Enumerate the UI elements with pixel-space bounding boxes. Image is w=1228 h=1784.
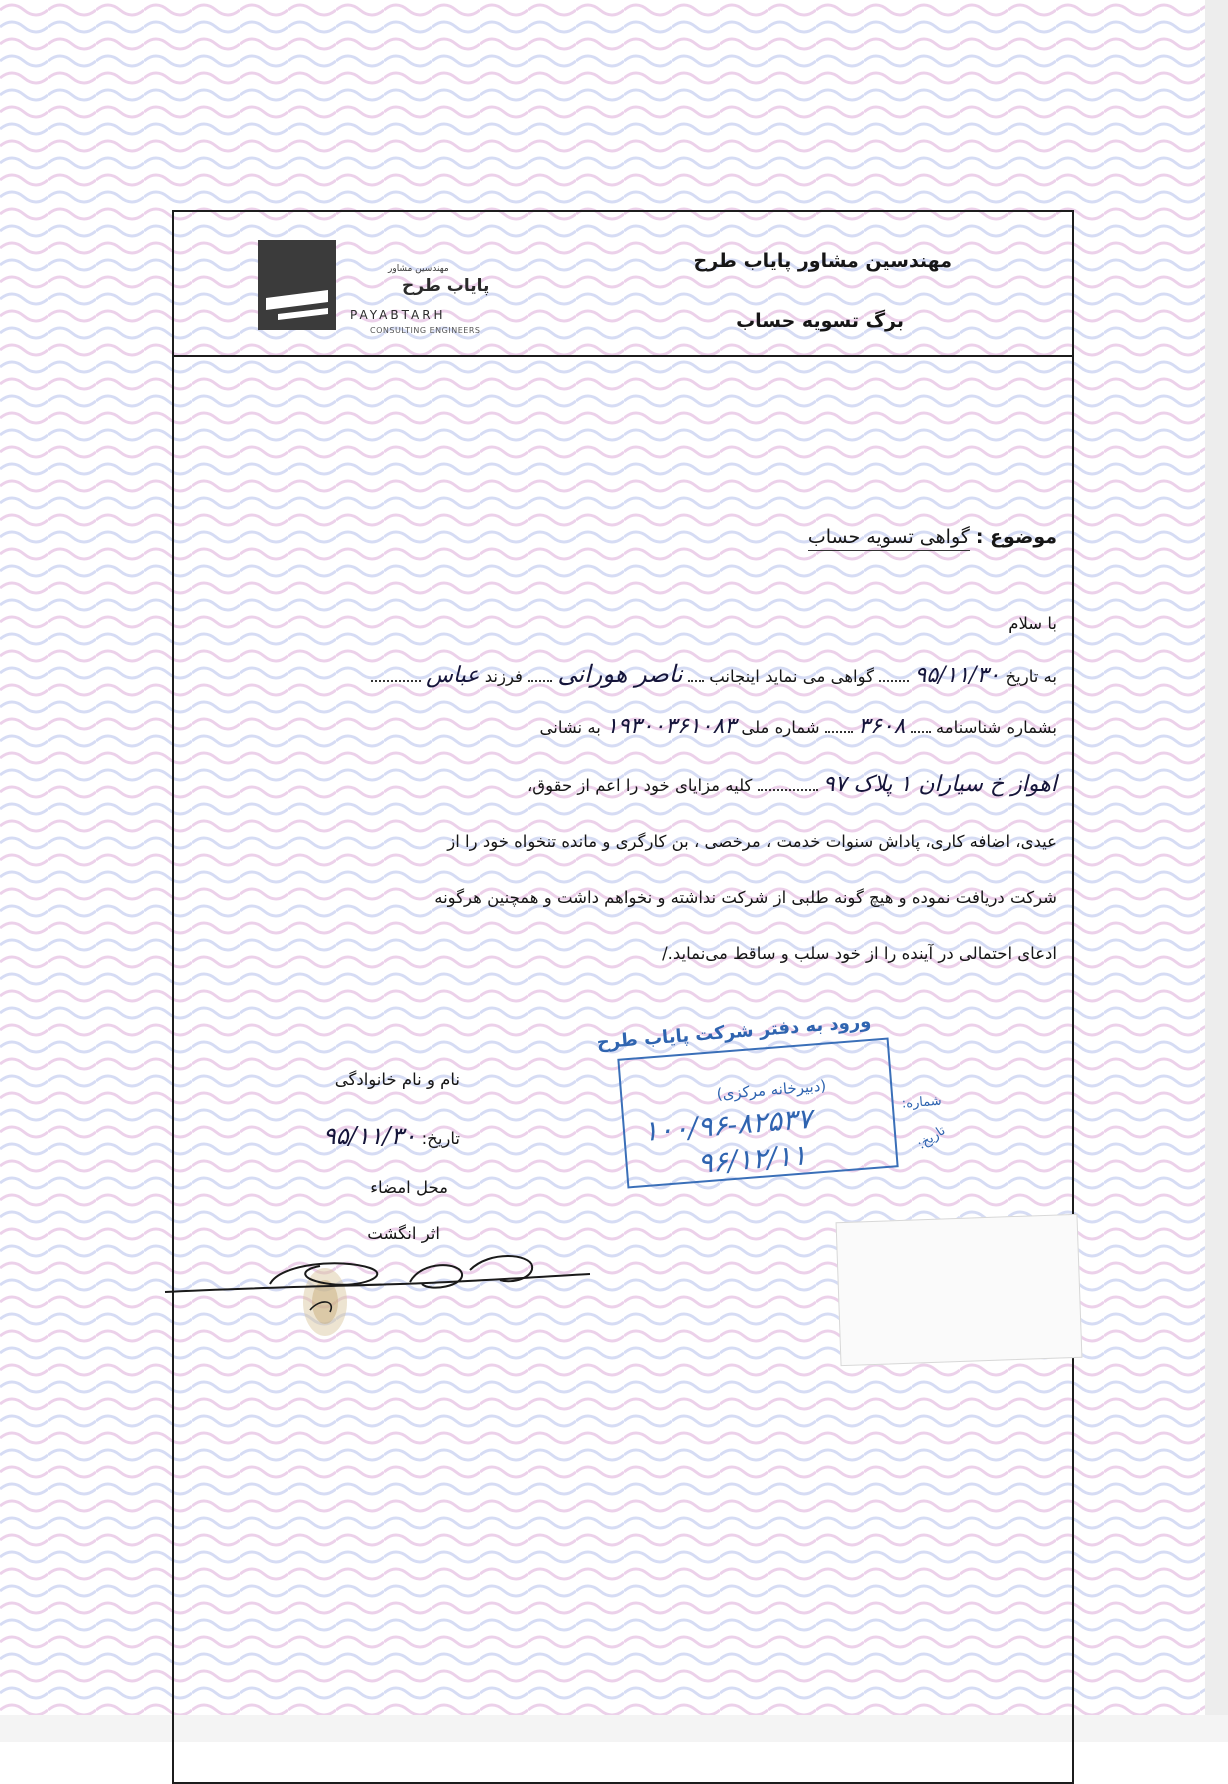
handwritten-national-id: ۱۹۳۰۰۳۶۱۰۸۳ <box>606 714 737 739</box>
line3-text: کلیه مزایای خود را اعم از حقوق، <box>526 776 753 795</box>
letter-line-6: ادعای احتمالی در آینده را از خود سلب و ساقط می‌نماید./ <box>662 944 1057 963</box>
form-title: برگ تسویه حساب <box>736 310 904 332</box>
handwritten-father-name: عباس <box>426 663 480 688</box>
handwritten-name: ناصر هورانی <box>557 660 683 688</box>
stamp-date-value: ۹۶/۱۲/۱۱ <box>696 1138 808 1180</box>
date-label: تاریخ: <box>421 1129 460 1148</box>
handwritten-sign-date: ۹۵/۱۱/۳۰ <box>322 1122 417 1150</box>
letterhead <box>174 212 1072 357</box>
letter-line-2 <box>539 714 1057 739</box>
logo-english-sub: CONSULTING ENGINEERS <box>370 326 481 335</box>
letter-line-4: عیدی، اضافه کاری، پاداش سنوات خدمت ، مرخصی ، بن کارگری و مانده تنخواه خود را از <box>447 832 1057 851</box>
signature-label: محل امضاء <box>370 1178 448 1197</box>
handwritten-date: ۹۵/۱۱/۳۰ <box>914 663 1001 688</box>
handwritten-address: اهواز خ سیاران ۱ پلاک ۹۷ <box>822 772 1057 797</box>
letter-line-5: شرکت دریافت نموده و هیچ گونه طلبی از شرکت نداشته و نخواهم داشت و همچنین هرگونه <box>434 888 1057 907</box>
dotted-field <box>911 721 931 733</box>
greeting: با سلام <box>1008 614 1057 633</box>
signature-scribble <box>160 1240 600 1350</box>
fingerprint-label: اثر انگشت <box>367 1224 440 1243</box>
name-label: نام و نام خانوادگی <box>334 1070 460 1089</box>
logo-persian-small: مهندسین مشاور <box>388 264 449 274</box>
line1-text-a: به تاریخ <box>1005 667 1057 686</box>
company-logo-icon <box>258 240 336 330</box>
stamp-number-label: شماره: <box>901 1093 943 1112</box>
paper-patch <box>836 1214 1083 1366</box>
stamp-title: ورود به دفتر شرکت پایاب طرح <box>595 1010 872 1054</box>
subject-label: موضوع : <box>975 526 1057 548</box>
line1-text-c: فرزند <box>484 667 523 686</box>
letter-line-3 <box>527 772 1057 797</box>
line2-text-a: بشماره شناسنامه <box>935 718 1057 737</box>
dotted-field <box>879 670 909 682</box>
subject-line <box>808 526 1057 548</box>
logo-persian-name: پایاب طرح <box>402 276 490 296</box>
reception-stamp <box>595 1010 949 1189</box>
stamp-date-label: تاریخ: <box>914 1123 949 1153</box>
line2-text-b: شماره ملی <box>741 718 820 737</box>
dotted-field <box>825 721 853 733</box>
subject-value: گواهی تسویه حساب <box>808 526 970 551</box>
date-line <box>323 1122 460 1150</box>
dotted-field <box>528 670 552 682</box>
document-frame <box>172 210 1074 1784</box>
stamp-number-value: ۱۰۰/۹۶-۸۲۵۳۷ <box>641 1101 814 1149</box>
dotted-field <box>371 670 421 682</box>
paper-edge-right <box>1205 0 1228 1742</box>
line1-text-b: گواهی می نماید اینجانب <box>709 667 874 686</box>
dotted-field <box>688 670 704 682</box>
line2-text-c: به نشانی <box>539 718 601 737</box>
handwritten-id-number: ۳۶۰۸ <box>858 714 906 739</box>
stamp-subtitle: (دبیرخانه مرکزی) <box>716 1076 827 1104</box>
logo-english-name: PAYABTARH <box>350 308 446 322</box>
letter-line-1 <box>371 660 1057 688</box>
company-title: مهندسین مشاور پایاب طرح <box>693 250 952 272</box>
dotted-field <box>758 779 818 791</box>
